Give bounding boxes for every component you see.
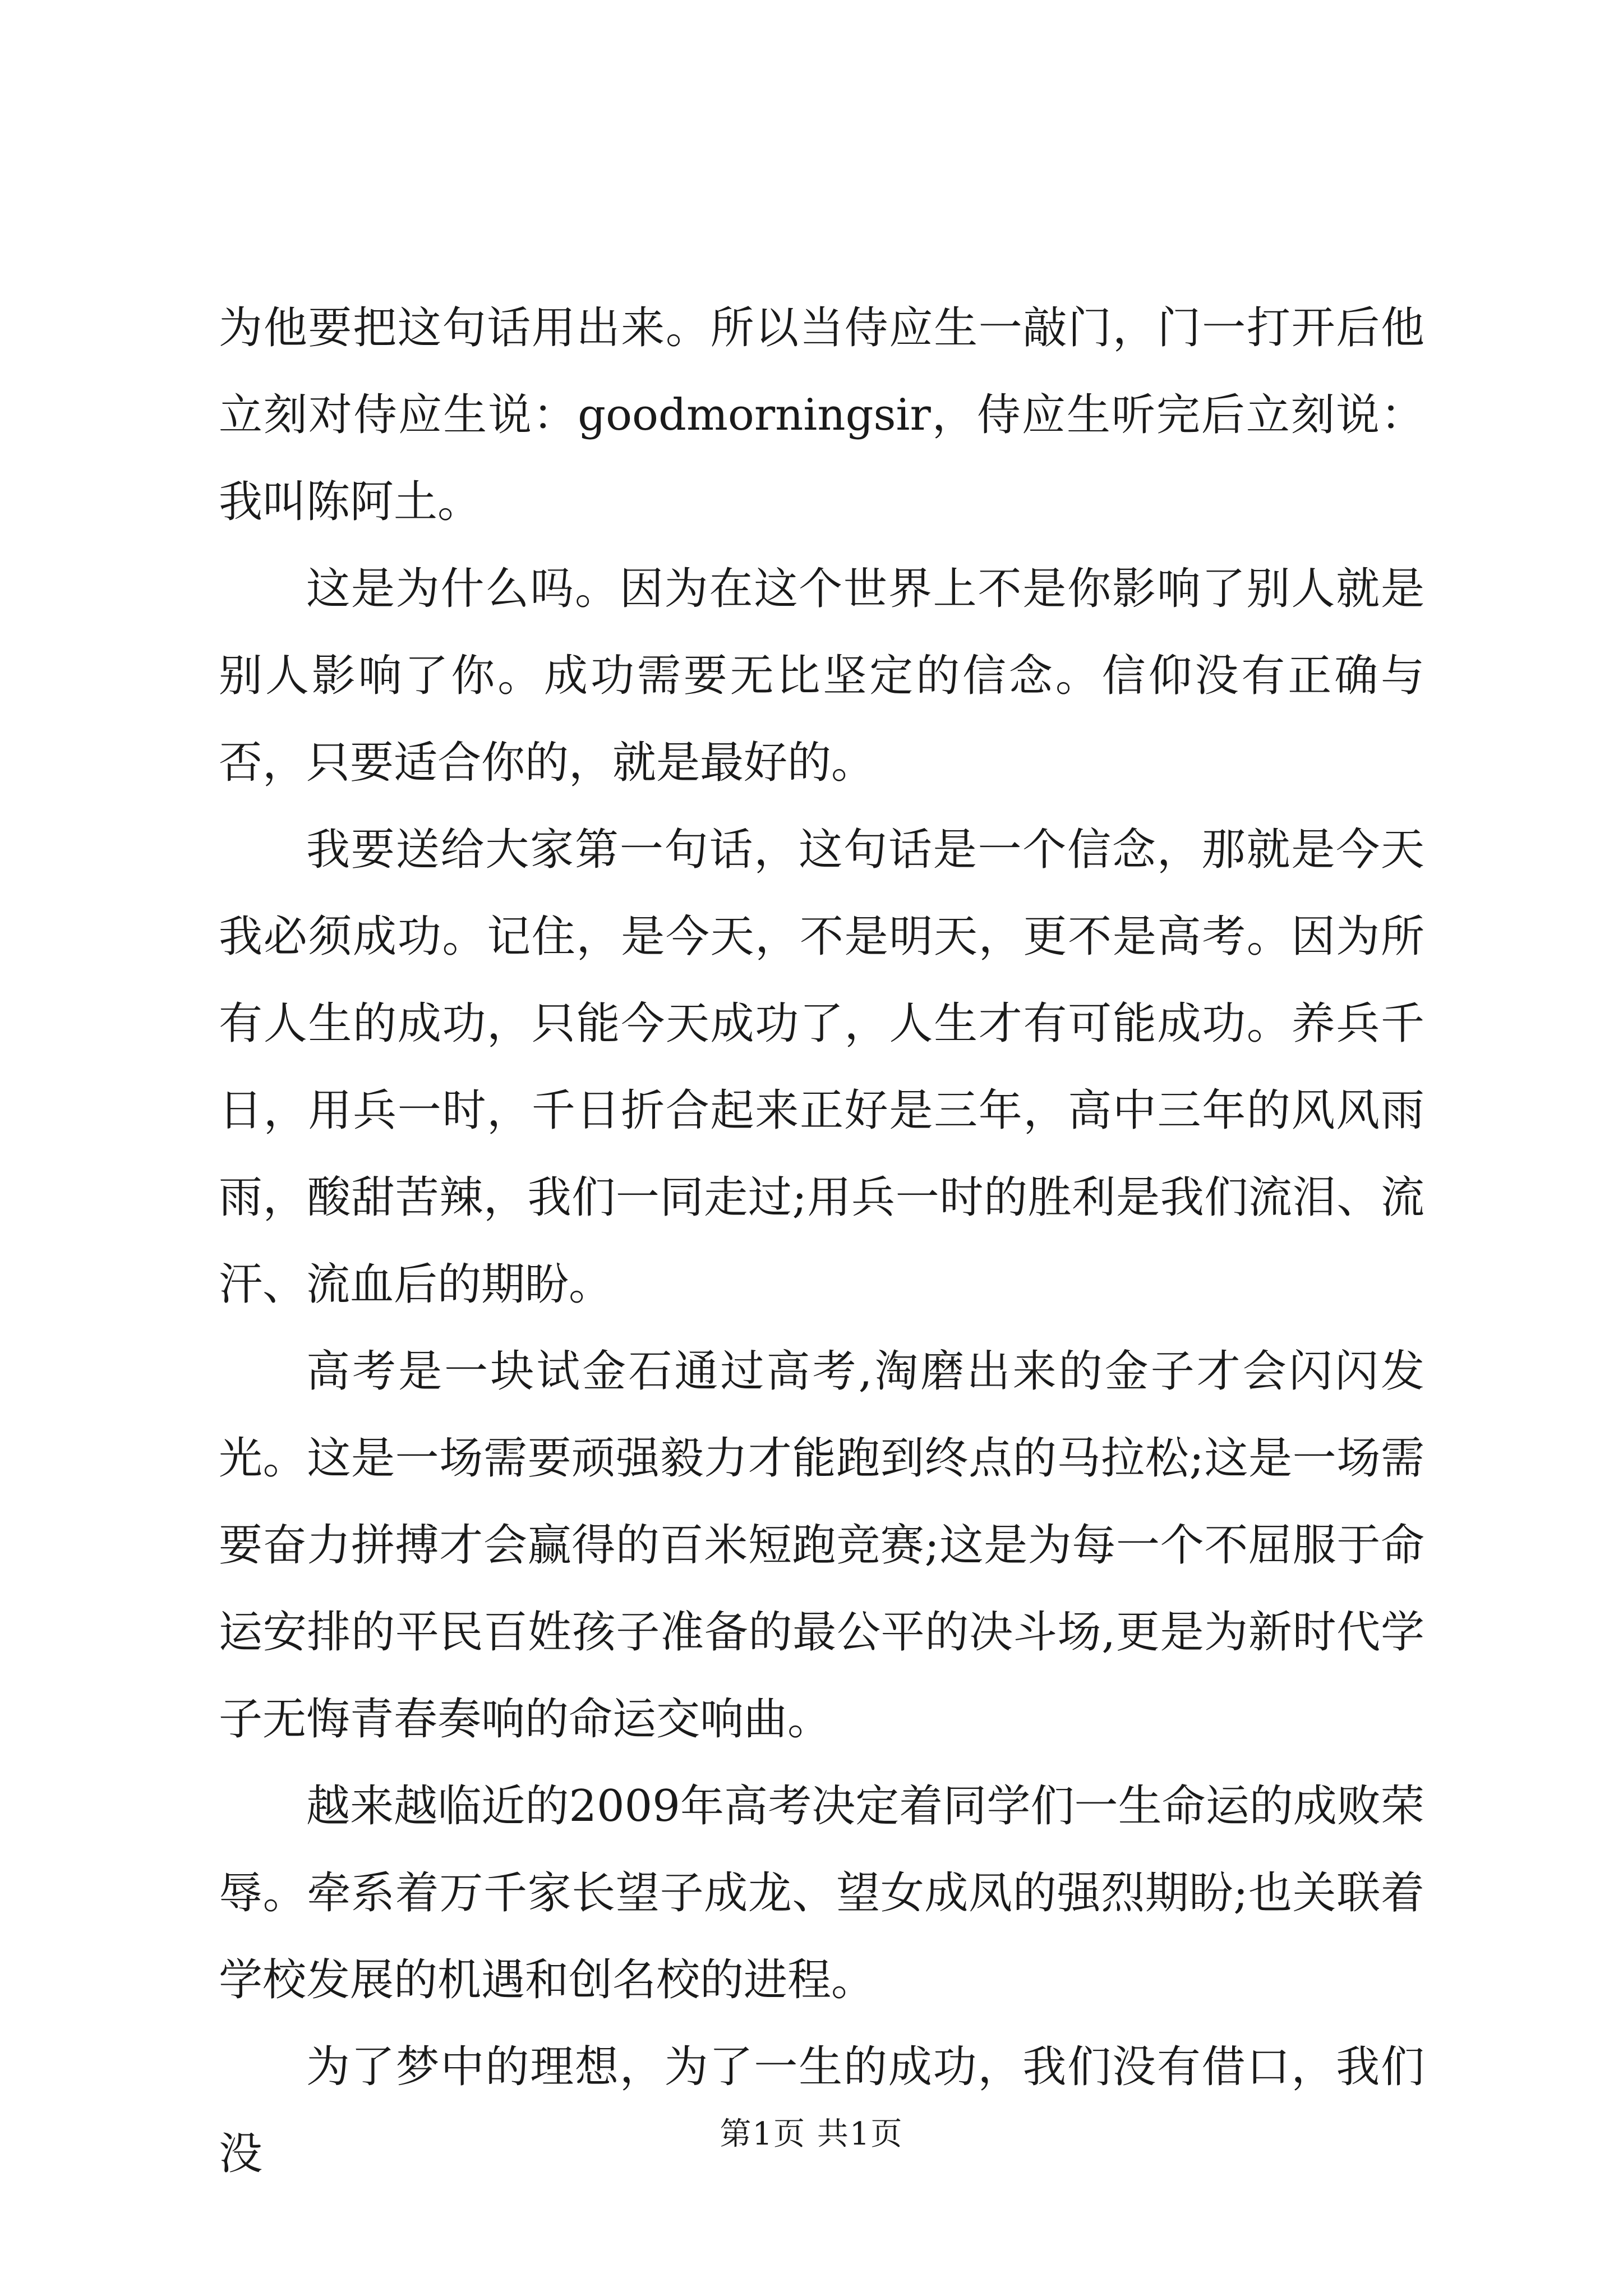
paragraph-3: 我要送给大家第一句话，这句话是一个信念，那就是今天我必须成功。记住，是今天，不是明天，更不是高考。因为所有人生的成功，只能今天成功了，人生才有可能成功。养兵千日，用兵一时，千日折合起来正好是三年，高中三年的风风雨雨，酸甜苦辣，我们一同走过;用兵一时的胜利是我们流泪、流汗、流血后的期盼。: [219, 825, 1424, 1310]
paragraph-5: 越来越临近的2009年高考决定着同学们一生命运的成败荣辱。牵系着万千家长望子成龙、望女成凤的强烈期盼;也关联着学校发展的机遇和创名校的进程。: [219, 1781, 1424, 2005]
document-body: [219, 285, 1424, 2198]
paragraph-2: 这是为什么吗。因为在这个世界上不是你影响了别人就是别人影响了你。成功需要无比坚定的信念。信仰没有正确与否，只要适合你的，就是最好的。: [219, 564, 1424, 788]
page-footer: 第1页 共1页: [720, 2116, 903, 2152]
paragraph-1: 为他要把这句话用出来。所以当侍应生一敲门，门一打开后他立刻对侍应生说：goodmorningsir，侍应生听完后立刻说：我叫陈阿土。: [219, 303, 1424, 527]
paragraph-6: 为了梦中的理想，为了一生的成功，我们没有借口，我们没: [219, 2042, 1424, 2179]
paragraph-4: 高考是一块试金石通过高考,淘磨出来的金子才会闪闪发光。这是一场需要顽强毅力才能跑到终点的马拉松;这是一场需要奋力拼搏才会赢得的百米短跑竞赛;这是为每一个不屈服于命运安排的平民百姓孩子准备的最公平的决斗场,更是为新时代学子无悔青春奏响的命运交响曲。: [219, 1346, 1424, 1745]
